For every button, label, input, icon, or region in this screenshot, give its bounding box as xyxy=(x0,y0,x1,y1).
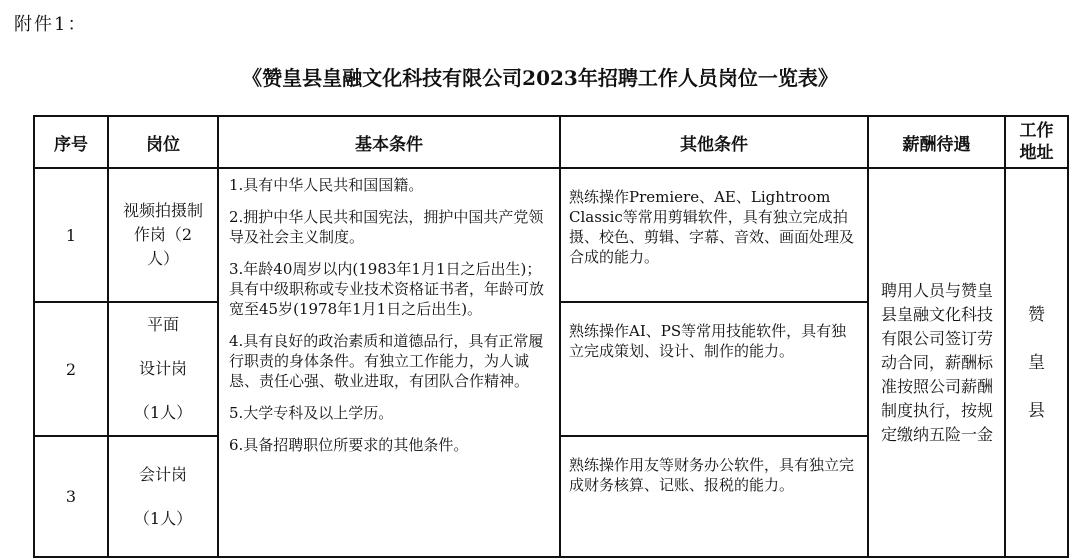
basic-condition-item: 2.拥护中华人民共和国宪法，拥护中国共产党领导及社会主义制度。 xyxy=(229,208,544,246)
row-position xyxy=(108,436,218,557)
basic-condition-item: 5.大学专科及以上学历。 xyxy=(229,404,394,422)
header-location xyxy=(1005,116,1068,168)
position-line: 视频拍摄制 xyxy=(122,201,203,220)
position-line: 作岗（2 xyxy=(133,225,193,244)
header-seq: 序号 xyxy=(34,116,108,168)
header-position: 岗位 xyxy=(108,116,218,168)
row-other-conditions: 熟练操作Premiere、AE、Lightroom Classic等常用剪辑软件，具有独立完成拍摄、校色、剪辑、字幕、音效、画面处理及合成的能力。 xyxy=(560,168,868,302)
basic-condition-item: 4.具有良好的政治素质和道德品行，具有正常履行职责的身体条件。有独立工作能力，为人诚恳、责任心强、敬业进取，有团队合作精神。 xyxy=(229,332,544,390)
position-line: （1人） xyxy=(133,508,193,528)
header-location-line1: 工作 xyxy=(1019,121,1054,141)
location-char: 县 xyxy=(1028,400,1045,421)
header-location-line2: 地址 xyxy=(1019,143,1054,163)
position-line: 设计岗 xyxy=(138,359,187,378)
row-seq: 3 xyxy=(34,436,108,557)
table-header-row xyxy=(34,116,1068,168)
position-line: 人） xyxy=(146,249,179,268)
positions-table xyxy=(33,115,1069,558)
basic-conditions xyxy=(218,168,560,557)
header-pay: 薪酬待遇 xyxy=(868,116,1005,168)
position-line: 会计岗 xyxy=(138,464,187,484)
row-other-conditions: 熟练操作AI、PS等常用技能软件，具有独立完成策划、设计、制作的能力。 xyxy=(560,302,868,436)
basic-condition-item: 6.具备招聘职位所要求的其他条件。 xyxy=(229,436,469,454)
basic-condition-item: 3.年龄40周岁以内(1983年1月1日之后出生)；具有中级职称或专业技术资格证书者，年龄可放宽至45岁(1978年1月1日之后出生)。 xyxy=(229,260,545,318)
row-seq: 1 xyxy=(34,168,108,302)
table-row xyxy=(34,168,1068,302)
location-char: 皇 xyxy=(1028,352,1045,373)
pay-text: 聘用人员与赞皇县皇融文化科技有限公司签订劳动合同，薪酬标准按照公司薪酬制度执行，按规定缴纳五险一金 xyxy=(868,168,1005,557)
header-other: 其他条件 xyxy=(560,116,868,168)
document-title: 《赞皇县皇融文化科技有限公司2023年招聘工作人员岗位一览表》 xyxy=(242,66,838,90)
position-line: （1人） xyxy=(133,403,193,422)
row-position xyxy=(108,302,218,436)
attachment-label: 附件1： xyxy=(14,14,88,35)
row-seq: 2 xyxy=(34,302,108,436)
basic-condition-item: 1.具有中华人民共和国国籍。 xyxy=(229,176,424,194)
header-basic: 基本条件 xyxy=(218,116,560,168)
location-char: 赞 xyxy=(1028,304,1045,325)
position-line: 平面 xyxy=(146,315,179,334)
row-position xyxy=(108,168,218,302)
work-location xyxy=(1005,168,1068,557)
row-other-conditions: 熟练操作用友等财务办公软件，具有独立完成财务核算、记账、报税的能力。 xyxy=(560,436,868,557)
